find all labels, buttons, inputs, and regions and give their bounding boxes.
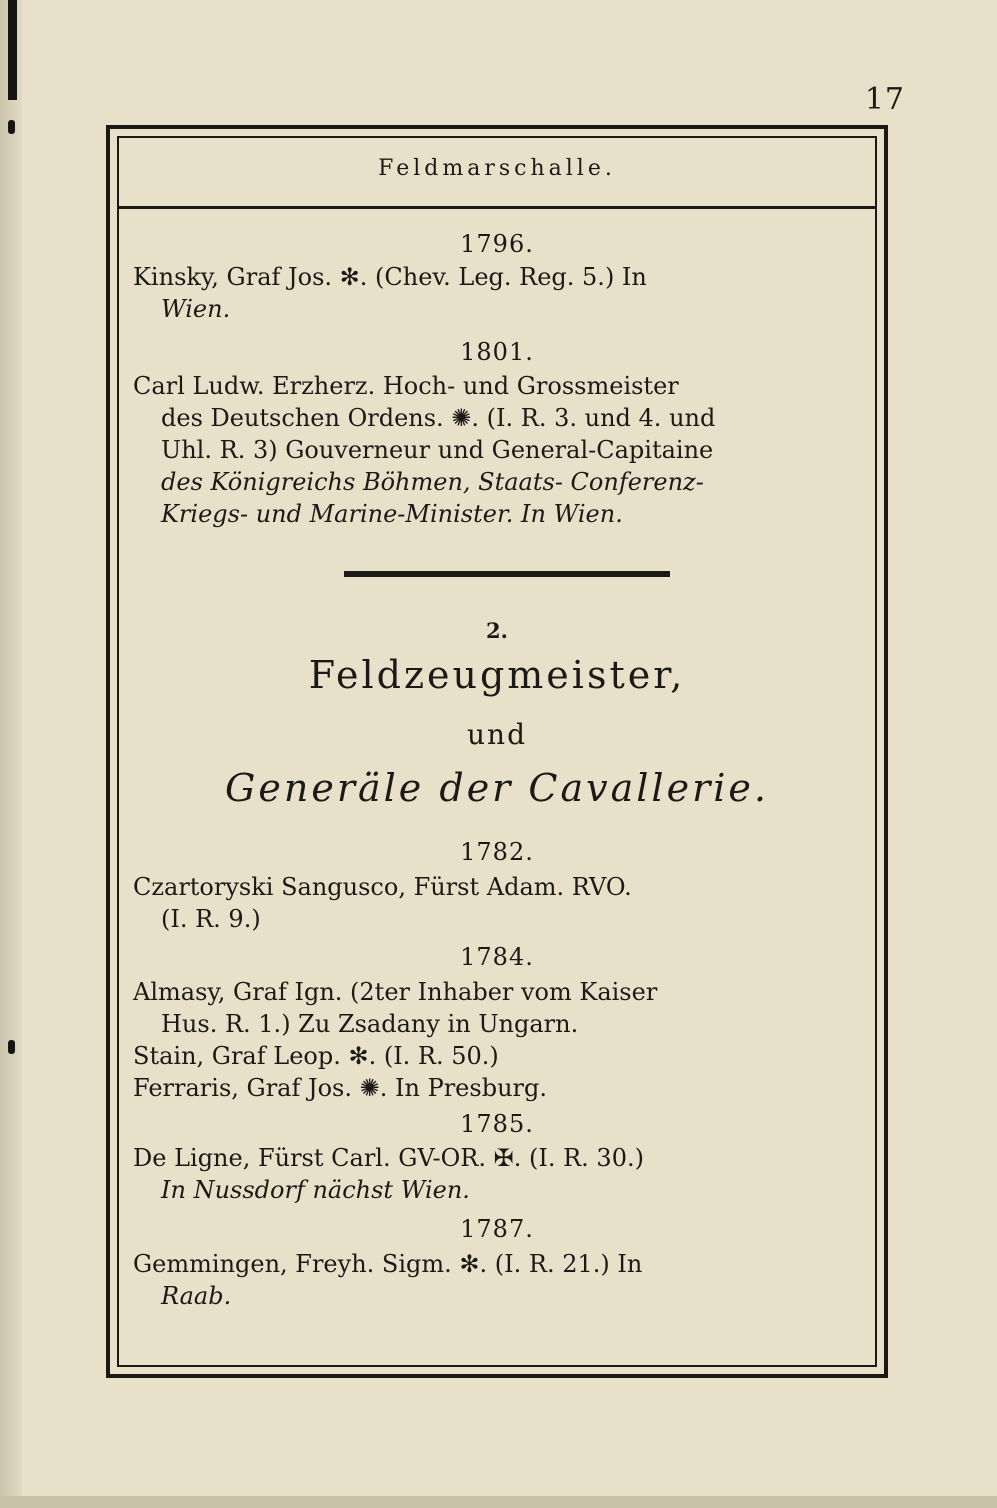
entry-line: Gemmingen, Freyh. Sigm. ✻. (I. R. 21.) In bbox=[133, 1250, 643, 1278]
section-number: 2. bbox=[486, 618, 508, 643]
entry-line: Raab. bbox=[161, 1282, 232, 1310]
entry-year: 1782. bbox=[460, 838, 534, 866]
entry-line: Ferraris, Graf Jos. ✺. In Presburg. bbox=[133, 1074, 547, 1102]
entry-year: 1801. bbox=[460, 338, 534, 366]
spine-dot-mark bbox=[8, 120, 15, 134]
entry-text bbox=[133, 871, 863, 935]
entry-line: In Nussdorf nächst Wien. bbox=[161, 1176, 470, 1204]
entry-year: 1787. bbox=[460, 1215, 534, 1243]
page-frame bbox=[106, 125, 888, 1378]
entry-line: (I. R. 9.) bbox=[161, 905, 261, 933]
entry-text bbox=[133, 1142, 863, 1206]
entry-line: Uhl. R. 3) Gouverneur und General-Capitaine bbox=[161, 436, 714, 464]
entry-line: Wien. bbox=[161, 295, 231, 323]
entry-line: De Ligne, Fürst Carl. GV-OR. ✠. (I. R. 30.) bbox=[133, 1144, 644, 1172]
entry-line: des Deutschen Ordens. ✺. (I. R. 3. und 4. und bbox=[161, 404, 716, 432]
section-subtitle: Generäle der Cavallerie. bbox=[225, 766, 769, 810]
entry-line: Czartoryski Sangusco, Fürst Adam. RVO. bbox=[133, 873, 632, 901]
entry-line: Carl Ludw. Erzherz. Hoch- und Grossmeister bbox=[133, 372, 679, 400]
section-conjunction: und bbox=[467, 718, 527, 751]
entry-line: Almasy, Graf Ign. (2ter Inhaber vom Kaiser bbox=[133, 978, 658, 1006]
entry-year: 1796. bbox=[460, 230, 534, 258]
book-spine-edge bbox=[0, 0, 22, 1508]
entry-year: 1785. bbox=[460, 1110, 534, 1138]
header-rule bbox=[119, 206, 875, 209]
section-header-title: Feldmarschalle. bbox=[378, 156, 616, 181]
entry-text bbox=[133, 1248, 863, 1312]
entry-year: 1784. bbox=[460, 943, 534, 971]
entry-line: Kinsky, Graf Jos. ✻. (Chev. Leg. Reg. 5.) In bbox=[133, 263, 647, 291]
page-frame-inner bbox=[117, 136, 877, 1367]
entry-line: Hus. R. 1.) Zu Zsadany in Ungarn. bbox=[161, 1010, 579, 1038]
spine-binding-mark bbox=[8, 0, 17, 100]
section-title: Feldzeugmeister, bbox=[308, 653, 686, 697]
section-divider bbox=[344, 571, 670, 577]
entry-line: Kriegs- und Marine-Minister. In Wien. bbox=[161, 500, 623, 528]
entry-line: Stain, Graf Leop. ✻. (I. R. 50.) bbox=[133, 1042, 499, 1070]
spine-dot-mark bbox=[8, 1040, 15, 1054]
page-number: 17 bbox=[864, 82, 905, 117]
entry-text bbox=[133, 370, 863, 530]
entry-line: des Königreichs Böhmen, Staats- Conferenz- bbox=[161, 468, 704, 496]
page-bottom-edge bbox=[0, 1496, 997, 1508]
entry-text bbox=[133, 261, 863, 325]
entry-text bbox=[133, 976, 863, 1104]
